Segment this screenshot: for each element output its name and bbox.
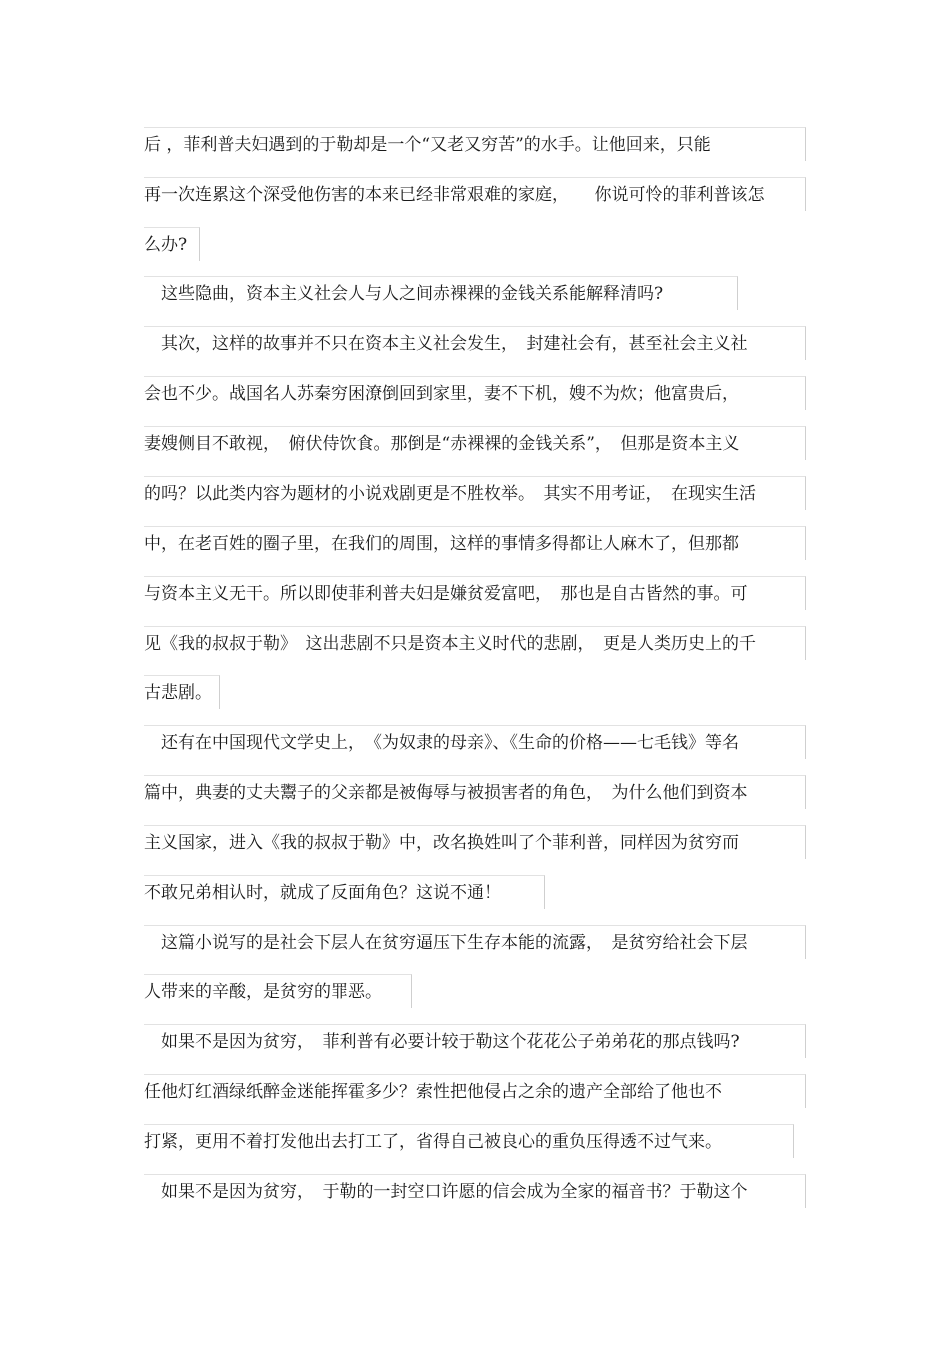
text-line — [144, 775, 806, 809]
text-line-content: 会也不少。战国名人苏秦穷困潦倒回到家里，妻不下机，嫂不为炊；他富贵后， — [144, 384, 739, 404]
text-line — [144, 925, 806, 959]
text-line — [144, 875, 545, 909]
text-line-content: 么办? — [144, 235, 188, 255]
text-line-content: 妻嫂侧目不敢视， 俯伏侍饮食。那倒是“赤裸裸的金钱关系”， 但那是资本主义 — [144, 434, 740, 454]
text-line-content: 打紧，更用不着打发他出去打工了，省得自己被良心的重负压得透不过气来。 — [144, 1132, 722, 1152]
text-line — [144, 476, 806, 510]
text-line — [144, 227, 200, 261]
text-line-content: 如果不是因为贫穷， 菲利普有必要计较于勒这个花花公子弟弟花的那点钱吗? — [144, 1032, 740, 1052]
text-line-content: 的吗？以此类内容为题材的小说戏剧更是不胜枚举。 其实不用考证， 在现实生活 — [144, 484, 756, 504]
text-line-content: 与资本主义无干。所以即使菲利普夫妇是嫌贫爱富吧， 那也是自古皆然的事。可 — [144, 584, 748, 604]
text-line-content: 如果不是因为贫穷， 于勒的一封空口许愿的信会成为全家的福音书？于勒这个 — [144, 1182, 748, 1202]
text-line-content: 其次，这样的故事并不只在资本主义社会发生， 封建社会有，甚至社会主义社 — [144, 334, 748, 354]
text-line-content: 主义国家，进入《我的叔叔于勒》中，改名换姓叫了个菲利普，同样因为贫穷而 — [144, 833, 739, 853]
text-line — [144, 127, 806, 161]
text-line — [144, 426, 806, 460]
text-line-content: 还有在中国现代文学史上， 《为奴隶的母亲》、《生命的价格——七毛钱》等名 — [144, 733, 739, 753]
text-line-content: 中，在老百姓的圈子里，在我们的周围，这样的事情多得都让人麻木了，但那都 — [144, 534, 739, 554]
text-line-content: 这篇小说写的是社会下层人在贫穷逼压下生存本能的流露， 是贫穷给社会下层 — [144, 933, 748, 953]
text-line — [144, 177, 806, 211]
text-line-content: 这些隐曲，资本主义社会人与人之间赤裸裸的金钱关系能解释清吗? — [144, 284, 664, 304]
text-line — [144, 326, 806, 360]
text-line-content: 不敢兄弟相认时，就成了反面角色？这说不通！ — [144, 883, 501, 903]
text-line — [144, 1074, 806, 1108]
text-line-content: 古悲剧。 — [144, 683, 212, 703]
text-line — [144, 526, 806, 560]
text-line-content: 篇中，典妻的丈夫鬻子的父亲都是被侮辱与被损害者的角色， 为什么他们到资本 — [144, 783, 748, 803]
text-line — [144, 576, 806, 610]
text-line-content: 再一次连累这个深受他伤害的本来已经非常艰难的家庭， 你说可怜的菲利普该怎 — [144, 185, 765, 205]
text-line-content: 后 ，菲利普夫妇遇到的于勒却是一个“又老又穷苦”的水手。让他回来，只能 — [144, 135, 711, 155]
text-line — [144, 276, 738, 310]
text-line — [144, 974, 412, 1008]
text-line-content: 见《我的叔叔于勒》 这出悲剧不只是资本主义时代的悲剧， 更是人类历史上的千 — [144, 634, 756, 654]
text-line — [144, 825, 806, 859]
text-line — [144, 1024, 806, 1058]
text-line — [144, 725, 806, 759]
text-line — [144, 675, 220, 709]
text-line — [144, 376, 806, 410]
text-line-content: 任他灯红酒绿纸醉金迷能挥霍多少？索性把他侵占之余的遗产全部给了他也不 — [144, 1082, 722, 1102]
text-line — [144, 1174, 806, 1208]
text-line — [144, 1124, 794, 1158]
text-line-content: 人带来的辛酸，是贫穷的罪恶。 — [144, 982, 382, 1002]
text-line — [144, 626, 806, 660]
